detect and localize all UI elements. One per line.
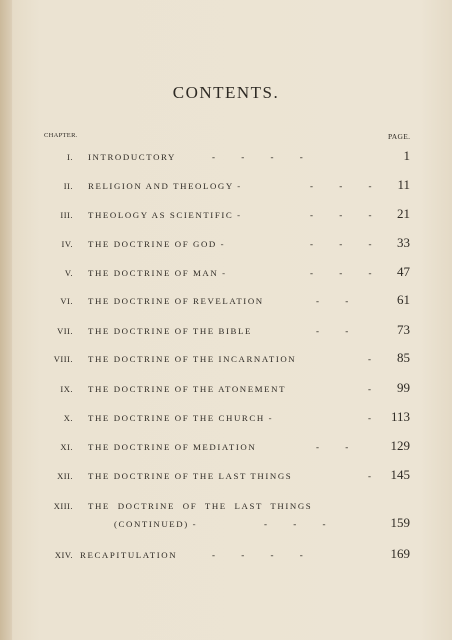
leader-dashes: - - - (264, 519, 326, 529)
toc-entry (0, 321, 452, 341)
page-number: 73 (397, 322, 410, 337)
leader-dashes: - - (316, 442, 349, 452)
leader-dashes: - - (316, 326, 349, 336)
chapter-title: THE DOCTRINE OF THE LAST THINGS (88, 501, 313, 511)
chapter-title: THE DOCTRINE OF THE ATONEMENT (88, 384, 287, 394)
toc-entry (0, 496, 452, 516)
leader-dashes: - (368, 384, 371, 394)
chapter-title: THE DOCTRINE OF THE CHURCH - (88, 413, 274, 423)
chapter-number: X. (63, 413, 73, 423)
page-number: 129 (390, 438, 410, 453)
page-number: 113 (390, 409, 410, 424)
chapter-number: VI. (60, 296, 73, 306)
page-number: 145 (390, 467, 410, 482)
leader-dashes: - - (316, 296, 349, 306)
chapter-number: I. (67, 152, 73, 162)
page-number: 47 (397, 264, 410, 279)
toc-entry (0, 437, 452, 457)
chapter-number: VIII. (53, 354, 73, 364)
leader-dashes: - - - (310, 239, 372, 249)
leader-dashes: - - - (310, 268, 372, 278)
toc-entry (0, 234, 452, 254)
leader-dashes: - - - (310, 181, 372, 191)
toc-entry (0, 263, 452, 283)
chapter-title: INTRODUCTORY (88, 152, 176, 162)
chapter-column-header: CHAPTER. (44, 132, 78, 139)
chapter-title: THE DOCTRINE OF THE LAST THINGS (88, 471, 293, 481)
leader-dashes: - (368, 471, 371, 481)
toc-entry (0, 349, 452, 369)
page-number: 85 (397, 350, 410, 365)
toc-entry (0, 466, 452, 486)
chapter-title: THE DOCTRINE OF REVELATION (88, 296, 264, 306)
toc-entry (0, 147, 452, 167)
toc-entry (0, 291, 452, 311)
chapter-number: V. (64, 268, 73, 278)
chapter-number: VII. (57, 326, 73, 336)
chapter-title: RELIGION AND THEOLOGY - (88, 181, 242, 191)
page-number: 33 (397, 235, 410, 250)
page-number: 11 (397, 177, 410, 192)
chapter-number: XII. (57, 471, 73, 481)
contents-title: CONTENTS. (172, 83, 280, 102)
page-number: 169 (390, 546, 410, 561)
chapter-title: THEOLOGY AS SCIENTIFIC - (88, 210, 242, 220)
chapter-title: (CONTINUED) - (114, 519, 198, 529)
page-number: 21 (397, 206, 410, 221)
toc-entry (0, 205, 452, 225)
chapter-number: XIV. (54, 550, 73, 560)
chapter-title: THE DOCTRINE OF GOD - (88, 239, 226, 249)
chapter-number: XIII. (53, 501, 73, 511)
toc-entry (0, 408, 452, 428)
chapter-title: RECAPITULATION (80, 550, 178, 560)
chapter-title: THE DOCTRINE OF MAN - (88, 268, 227, 278)
toc-entry-continued (0, 514, 452, 534)
leader-dashes: - (368, 354, 371, 364)
toc-entry (0, 176, 452, 196)
chapter-title: THE DOCTRINE OF THE BIBLE (88, 326, 252, 336)
page-column-header: PAGE. (388, 132, 411, 141)
chapter-title: THE DOCTRINE OF THE INCARNATION (88, 354, 297, 364)
page-number: 159 (390, 515, 410, 530)
chapter-number: III. (60, 210, 73, 220)
leader-dashes: - (368, 413, 371, 423)
page-number: 99 (397, 380, 410, 395)
toc-entry (0, 379, 452, 399)
page-number: 61 (397, 292, 410, 307)
page-number: 1 (403, 148, 410, 163)
chapter-number: XI. (60, 442, 73, 452)
leader-dashes: - - - (310, 210, 372, 220)
toc-entry (0, 545, 452, 565)
chapter-number: II. (63, 181, 73, 191)
chapter-number: IV. (61, 239, 73, 249)
leader-dashes: - - - - (212, 550, 303, 560)
chapter-number: IX. (60, 384, 73, 394)
chapter-title: THE DOCTRINE OF MEDIATION (88, 442, 257, 452)
leader-dashes: - - - - (212, 152, 303, 162)
